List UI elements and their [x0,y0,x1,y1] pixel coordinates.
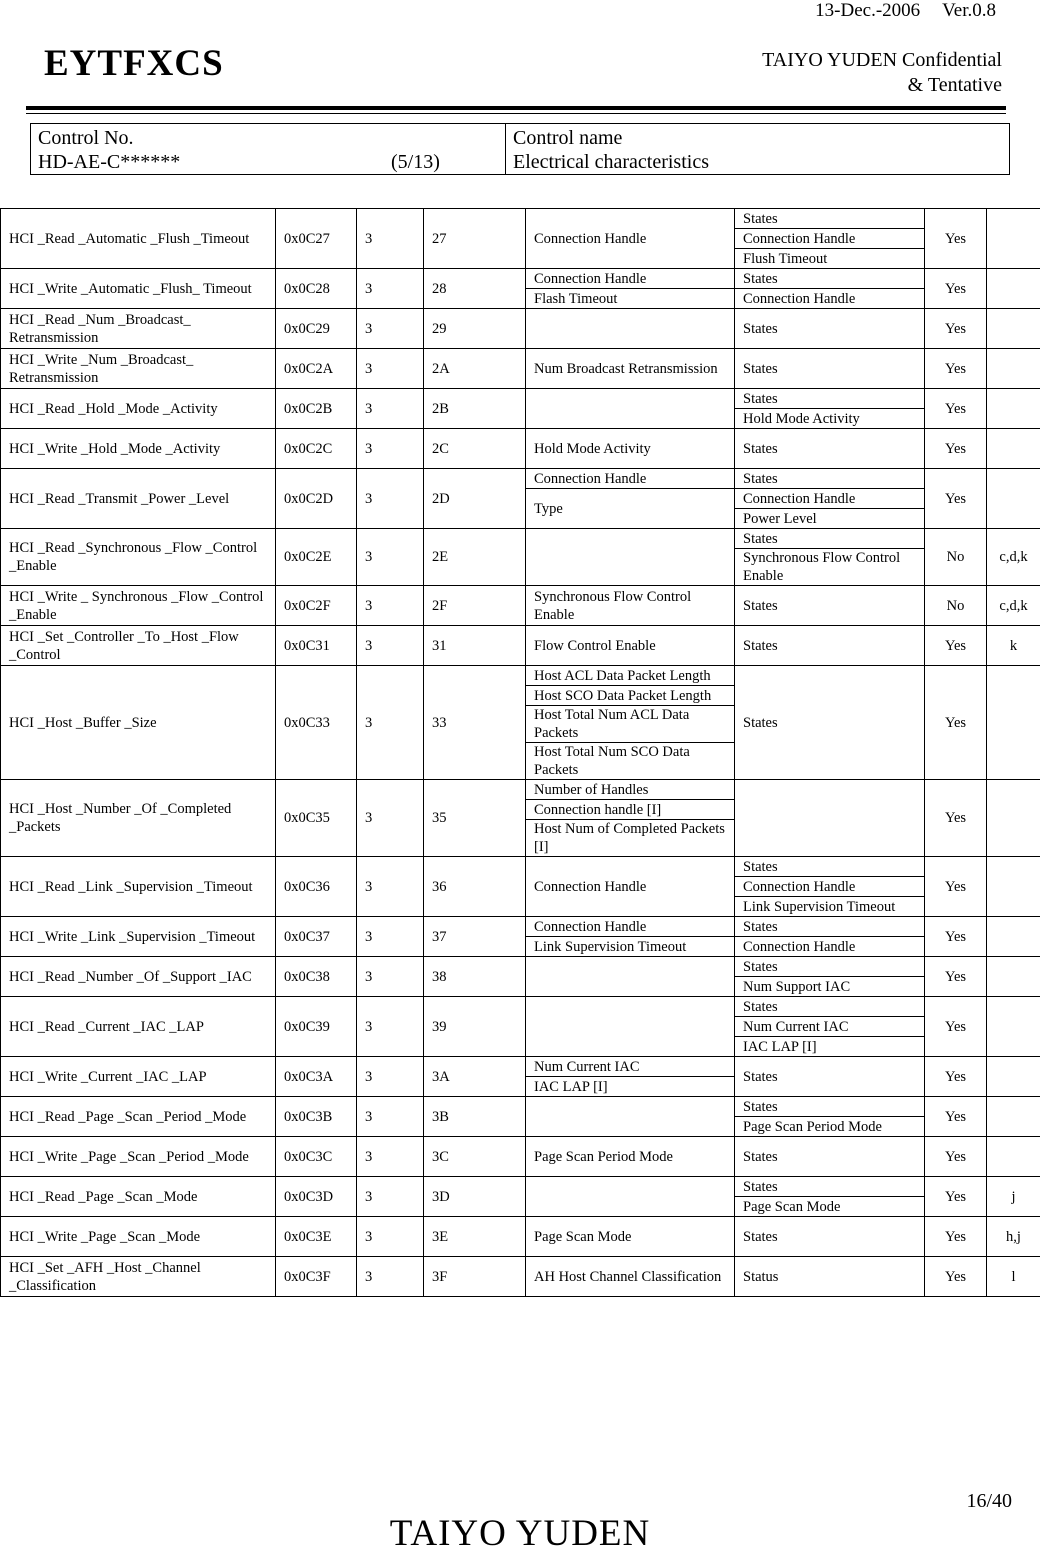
ogf-code: 3 [357,1257,424,1297]
note-code: c,d,k [987,586,1040,626]
table-row [1,917,1040,937]
note-code [987,957,1040,997]
table-row [1,857,1040,877]
return-parameter: Status [735,1257,925,1297]
support-status: Yes [925,1217,987,1257]
support-status: Yes [925,1137,987,1177]
command-code: 27 [424,209,526,269]
return-parameter: States [735,997,925,1017]
return-parameter: States [735,1177,925,1197]
input-parameter: Host ACL Data Packet Length [526,666,735,686]
table-row [1,957,1040,977]
command-code: 37 [424,917,526,957]
input-parameter: Host Total Num SCO Data Packets [526,743,735,780]
command-code: 2A [424,349,526,389]
hci-command-table [0,208,1040,1297]
support-status: Yes [925,1097,987,1137]
note-code [987,780,1040,857]
command-code: 3C [424,1137,526,1177]
support-status: No [925,529,987,586]
command-name: HCI _Write _Page _Scan _Mode [1,1217,276,1257]
support-status: Yes [925,389,987,429]
input-parameter: Connection Handle [526,469,735,489]
command-name: HCI _Write _ Synchronous _Flow _Control _Enable [1,586,276,626]
command-code: 3B [424,1097,526,1137]
confidential-line-1: TAIYO YUDEN Confidential [762,48,1002,73]
input-parameter: Connection handle [I] [526,800,735,820]
note-code [987,1137,1040,1177]
ocf-code: 0x0C2F [276,586,357,626]
return-parameter: States [735,209,925,229]
return-parameter: Power Level [735,509,925,529]
table-row [1,1137,1040,1177]
ogf-code: 3 [357,586,424,626]
return-parameter: Page Scan Mode [735,1197,925,1217]
command-code: 2B [424,389,526,429]
note-code [987,1097,1040,1137]
ogf-code: 3 [357,857,424,917]
note-code [987,209,1040,269]
return-parameter: Connection Handle [735,229,925,249]
ocf-code: 0x0C2D [276,469,357,529]
input-parameter [526,389,735,429]
return-parameter: States [735,586,925,626]
table-row [1,780,1040,800]
ogf-code: 3 [357,666,424,780]
command-code: 3F [424,1257,526,1297]
input-parameter: Page Scan Period Mode [526,1137,735,1177]
control-page-of: (5/13) [391,151,440,174]
document-date: 13-Dec.-2006 [815,0,920,21]
command-code: 2E [424,529,526,586]
return-parameter: States [735,957,925,977]
command-name: HCI _Read _Hold _Mode _Activity [1,389,276,429]
input-parameter: Num Current IAC [526,1057,735,1077]
ocf-code: 0x0C38 [276,957,357,997]
command-name: HCI _Read _Synchronous _Flow _Control _Enable [1,529,276,586]
command-name: HCI _Read _Automatic _Flush _Timeout [1,209,276,269]
table-row [1,1057,1040,1077]
return-parameter: States [735,626,925,666]
ogf-code: 3 [357,269,424,309]
command-name: HCI _Set _AFH _Host _Channel _Classification [1,1257,276,1297]
support-status: Yes [925,349,987,389]
command-name: HCI _Set _Controller _To _Host _Flow _Control [1,626,276,666]
ogf-code: 3 [357,389,424,429]
ocf-code: 0x0C39 [276,997,357,1057]
return-parameter: Hold Mode Activity [735,409,925,429]
command-name: HCI _Write _Num _Broadcast_ Retransmission [1,349,276,389]
input-parameter: AH Host Channel Classification [526,1257,735,1297]
note-code: k [987,626,1040,666]
ocf-code: 0x0C3D [276,1177,357,1217]
return-parameter: Link Supervision Timeout [735,897,925,917]
confidential-line-2: & Tentative [762,73,1002,98]
command-name: HCI _Host _Number _Of _Completed _Packets [1,780,276,857]
return-parameter: Num Support IAC [735,977,925,997]
note-code: c,d,k [987,529,1040,586]
support-status: Yes [925,917,987,957]
command-code: 28 [424,269,526,309]
ocf-code: 0x0C3A [276,1057,357,1097]
document-date-version [793,0,996,22]
return-parameter: Num Current IAC [735,1017,925,1037]
support-status: Yes [925,269,987,309]
support-status: Yes [925,1257,987,1297]
note-code [987,349,1040,389]
return-parameter: States [735,666,925,780]
input-parameter: IAC LAP [I] [526,1077,735,1097]
input-parameter: Flow Control Enable [526,626,735,666]
note-code [987,389,1040,429]
table-row [1,1257,1040,1297]
input-parameter [526,1097,735,1137]
support-status: Yes [925,957,987,997]
ocf-code: 0x0C29 [276,309,357,349]
table-row [1,429,1040,469]
input-parameter: Host Num of Completed Packets [I] [526,820,735,857]
ocf-code: 0x0C36 [276,857,357,917]
note-code [987,269,1040,309]
command-name: HCI _Write _Link _Supervision _Timeout [1,917,276,957]
input-parameter: Connection Handle [526,269,735,289]
command-code: 31 [424,626,526,666]
return-parameter: States [735,1137,925,1177]
table-row [1,666,1040,686]
input-parameter: Connection Handle [526,917,735,937]
input-parameter [526,997,735,1057]
ocf-code: 0x0C2B [276,389,357,429]
ocf-code: 0x0C3E [276,1217,357,1257]
support-status: Yes [925,857,987,917]
table-row [1,389,1040,409]
return-parameter: States [735,857,925,877]
note-code [987,309,1040,349]
control-number-cell [31,124,506,174]
command-code: 35 [424,780,526,857]
ogf-code: 3 [357,997,424,1057]
command-code: 3A [424,1057,526,1097]
ocf-code: 0x0C28 [276,269,357,309]
table-row [1,997,1040,1017]
command-name: HCI _Read _Page _Scan _Mode [1,1177,276,1217]
ocf-code: 0x0C31 [276,626,357,666]
table-row [1,1177,1040,1197]
table-row [1,529,1040,549]
ogf-code: 3 [357,1177,424,1217]
control-info-box [30,123,1010,175]
input-parameter: Page Scan Mode [526,1217,735,1257]
ogf-code: 3 [357,309,424,349]
command-code: 3D [424,1177,526,1217]
input-parameter: Synchronous Flow Control Enable [526,586,735,626]
table-row [1,209,1040,229]
table-row [1,309,1040,349]
return-parameter: Connection Handle [735,289,925,309]
command-name: HCI _Write _Page _Scan _Period _Mode [1,1137,276,1177]
input-parameter [526,529,735,586]
note-code [987,997,1040,1057]
ocf-code: 0x0C3B [276,1097,357,1137]
ogf-code: 3 [357,1217,424,1257]
support-status: Yes [925,1177,987,1217]
command-code: 33 [424,666,526,780]
input-parameter [526,309,735,349]
table-row [1,1217,1040,1257]
return-parameter: States [735,917,925,937]
document-version: Ver.0.8 [942,0,996,21]
return-parameter: IAC LAP [I] [735,1037,925,1057]
support-status: Yes [925,469,987,529]
ogf-code: 3 [357,349,424,389]
header-rule-thin [26,113,1006,114]
support-status: Yes [925,780,987,857]
command-code: 2F [424,586,526,626]
return-parameter: States [735,389,925,409]
command-code: 29 [424,309,526,349]
control-name-label: Control name [513,127,622,150]
command-name: HCI _Write _Hold _Mode _Activity [1,429,276,469]
ocf-code: 0x0C2E [276,529,357,586]
ogf-code: 3 [357,917,424,957]
page-number: 16/40 [966,1490,1012,1513]
return-parameter: Page Scan Period Mode [735,1117,925,1137]
support-status: Yes [925,1057,987,1097]
note-code [987,469,1040,529]
note-code: l [987,1257,1040,1297]
return-parameter: Connection Handle [735,489,925,509]
footer-company: TAIYO YUDEN [0,1512,1040,1555]
confidential-notice [762,48,1002,98]
ocf-code: 0x0C27 [276,209,357,269]
table-row [1,469,1040,489]
support-status: Yes [925,429,987,469]
table-row [1,349,1040,389]
note-code [987,666,1040,780]
note-code: j [987,1177,1040,1217]
support-status: No [925,586,987,626]
ogf-code: 3 [357,209,424,269]
input-parameter [526,1177,735,1217]
support-status: Yes [925,626,987,666]
ocf-code: 0x0C2C [276,429,357,469]
ogf-code: 3 [357,626,424,666]
ogf-code: 3 [357,957,424,997]
return-parameter: States [735,429,925,469]
table-row [1,626,1040,666]
support-status: Yes [925,209,987,269]
command-name: HCI _Read _Current _IAC _LAP [1,997,276,1057]
ogf-code: 3 [357,780,424,857]
return-parameter: States [735,309,925,349]
return-parameter: States [735,529,925,549]
input-parameter [526,957,735,997]
input-parameter: Num Broadcast Retransmission [526,349,735,389]
support-status: Yes [925,309,987,349]
command-name: HCI _Read _Number _Of _Support _IAC [1,957,276,997]
input-parameter: Connection Handle [526,209,735,269]
note-code [987,917,1040,957]
note-code: h,j [987,1217,1040,1257]
command-name: HCI _Read _Page _Scan _Period _Mode [1,1097,276,1137]
command-name: HCI _Read _Transmit _Power _Level [1,469,276,529]
return-parameter: States [735,1057,925,1097]
command-name: HCI _Write _Current _IAC _LAP [1,1057,276,1097]
return-parameter: States [735,1097,925,1117]
input-parameter: Link Supervision Timeout [526,937,735,957]
ogf-code: 3 [357,1137,424,1177]
ogf-code: 3 [357,429,424,469]
command-code: 36 [424,857,526,917]
ogf-code: 3 [357,529,424,586]
input-parameter: Number of Handles [526,780,735,800]
ocf-code: 0x0C3C [276,1137,357,1177]
command-code: 39 [424,997,526,1057]
ocf-code: 0x0C37 [276,917,357,957]
return-parameter: States [735,1217,925,1257]
command-code: 3E [424,1217,526,1257]
ogf-code: 3 [357,1057,424,1097]
ocf-code: 0x0C3F [276,1257,357,1297]
note-code [987,857,1040,917]
command-name: HCI _Read _Num _Broadcast_ Retransmission [1,309,276,349]
table-row [1,269,1040,289]
return-parameter: States [735,269,925,289]
control-name-value: Electrical characteristics [513,151,709,174]
input-parameter: Connection Handle [526,857,735,917]
command-name: HCI _Read _Link _Supervision _Timeout [1,857,276,917]
return-parameter: Synchronous Flow Control Enable [735,549,925,586]
control-no-value: HD-AE-C****** [38,151,180,174]
input-parameter: Flash Timeout [526,289,735,309]
company-logo: EYTFXCS [44,42,224,85]
control-no-label: Control No. [38,127,134,150]
support-status: Yes [925,997,987,1057]
return-parameter: States [735,349,925,389]
table-row [1,586,1040,626]
ogf-code: 3 [357,469,424,529]
note-code [987,429,1040,469]
command-code: 2C [424,429,526,469]
ocf-code: 0x0C2A [276,349,357,389]
ogf-code: 3 [357,1097,424,1137]
input-parameter: Host SCO Data Packet Length [526,686,735,706]
input-parameter: Type [526,489,735,529]
note-code [987,1057,1040,1097]
input-parameter: Hold Mode Activity [526,429,735,469]
header-rule-thick [26,106,1006,110]
return-parameter: States [735,469,925,489]
support-status: Yes [925,666,987,780]
command-name: HCI _Host _Buffer _Size [1,666,276,780]
return-parameter: Connection Handle [735,937,925,957]
command-code: 38 [424,957,526,997]
ocf-code: 0x0C33 [276,666,357,780]
command-name: HCI _Write _Automatic _Flush_ Timeout [1,269,276,309]
table-row [1,1097,1040,1117]
return-parameter: Flush Timeout [735,249,925,269]
ocf-code: 0x0C35 [276,780,357,857]
return-parameter [735,780,925,857]
input-parameter: Host Total Num ACL Data Packets [526,706,735,743]
return-parameter: Connection Handle [735,877,925,897]
command-code: 2D [424,469,526,529]
